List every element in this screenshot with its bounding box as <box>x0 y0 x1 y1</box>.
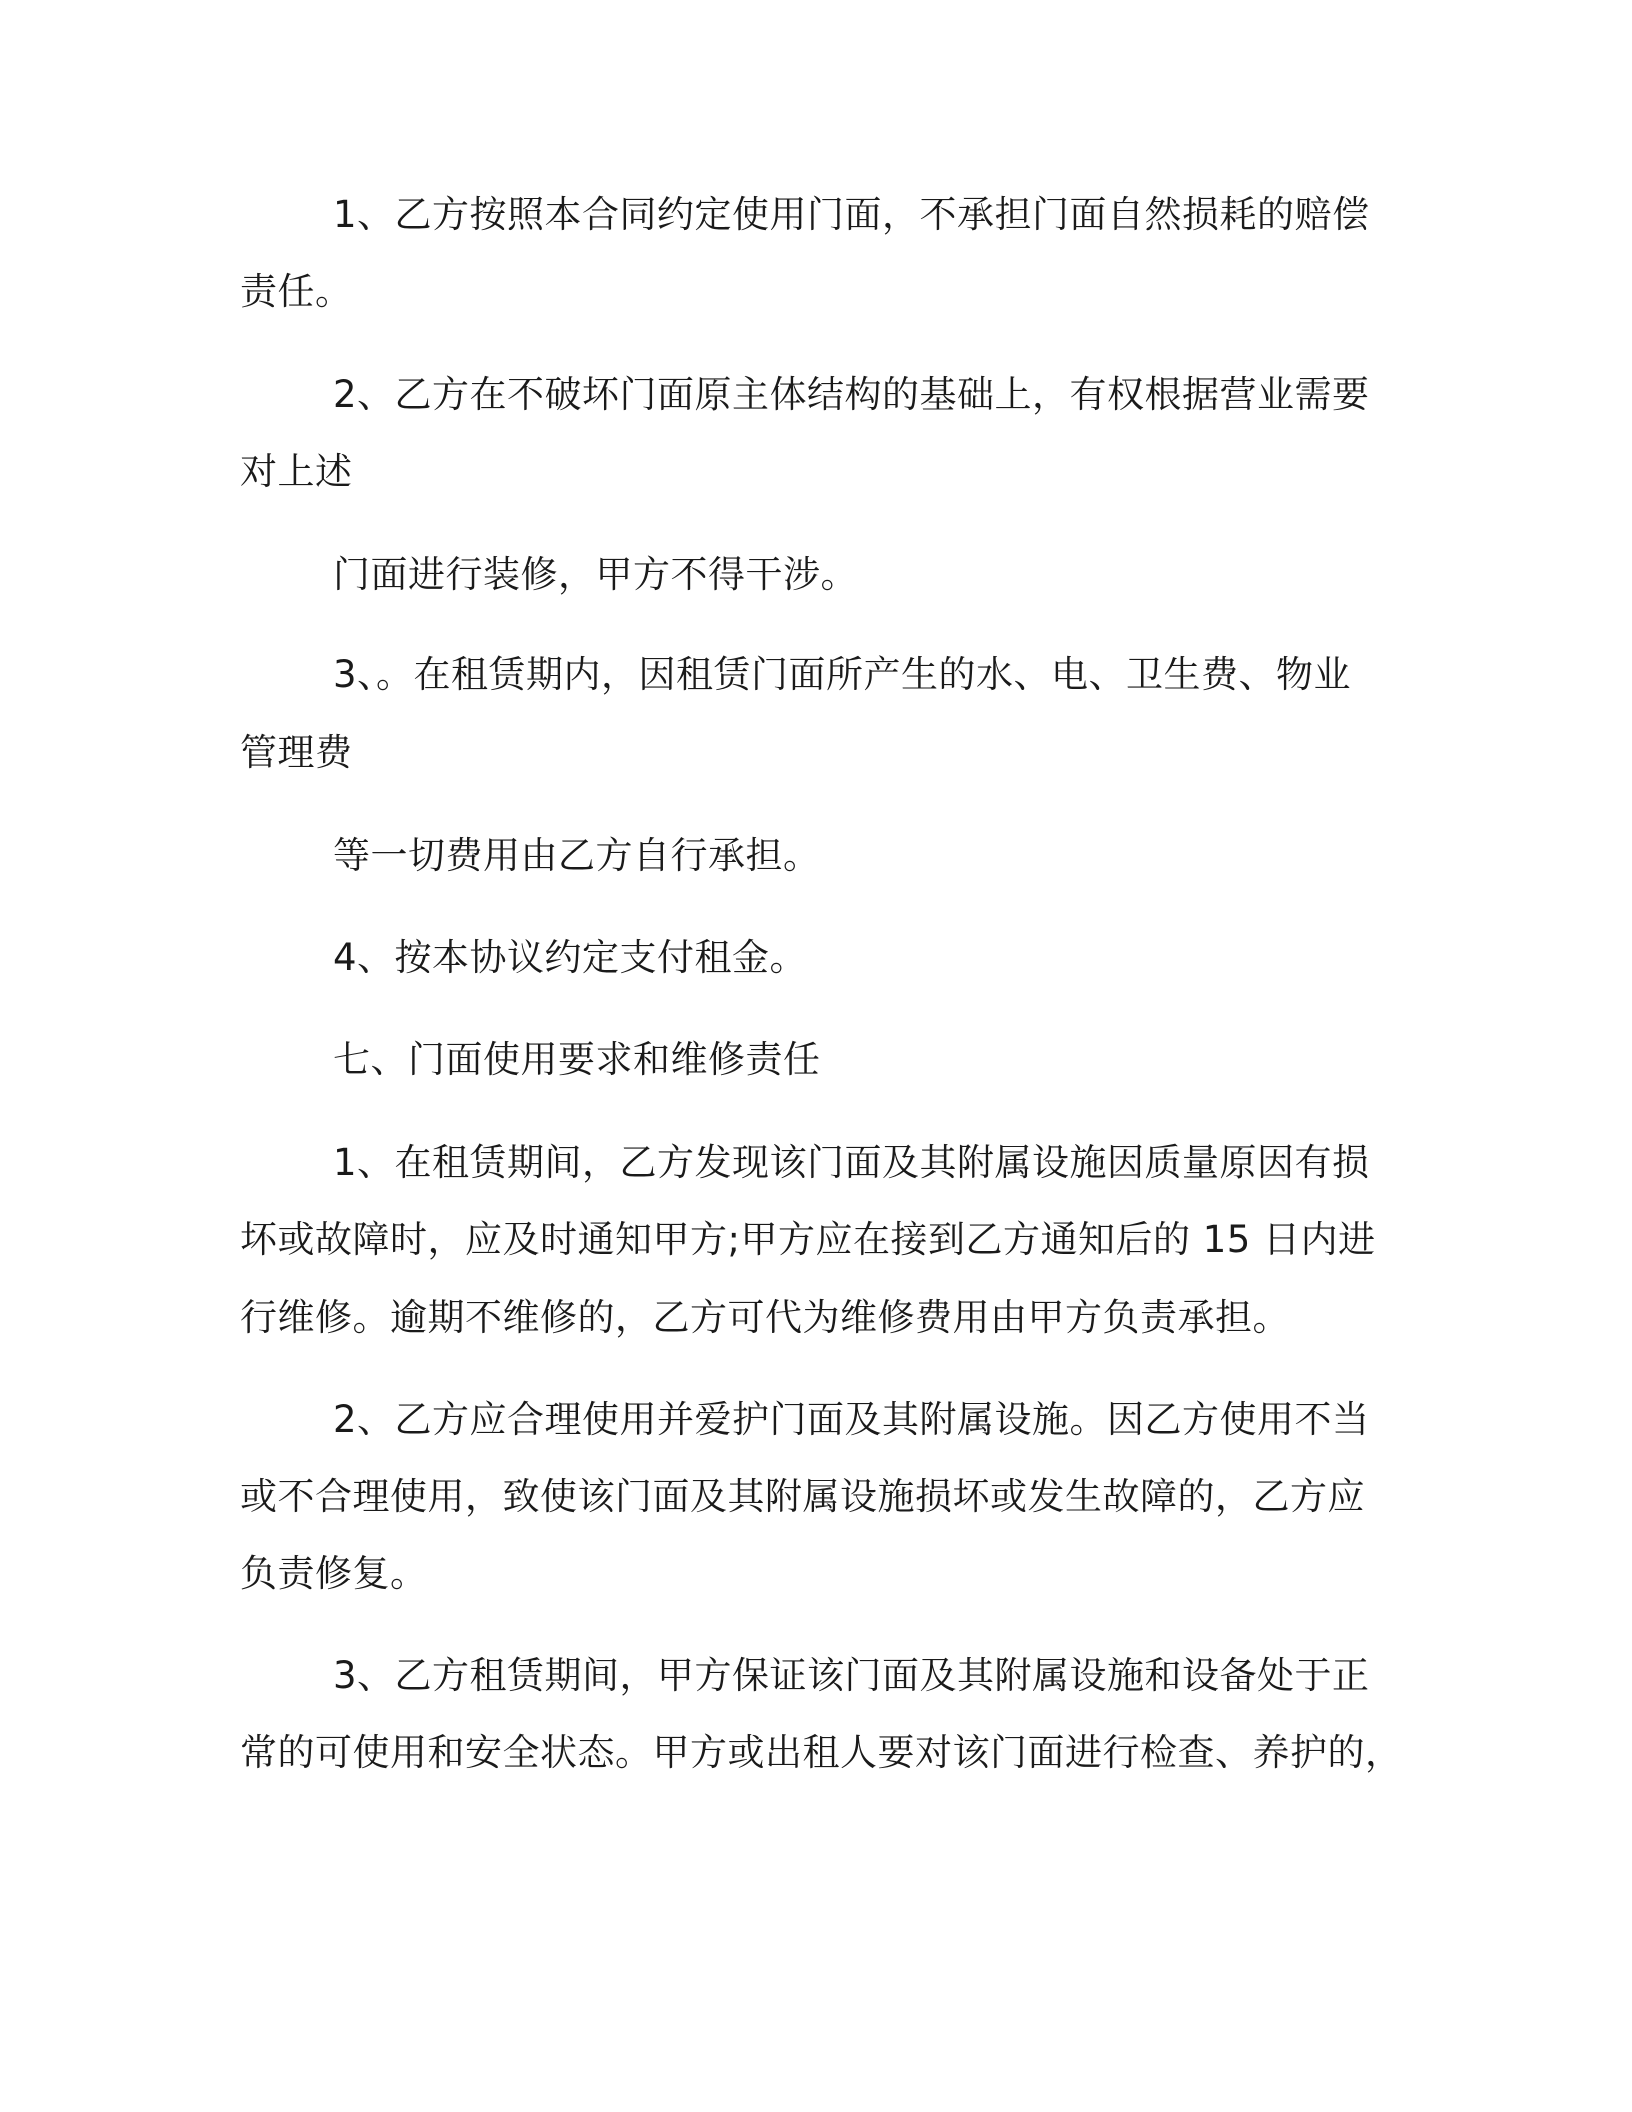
clause-6-1-line-2: 责任。 <box>240 270 353 313</box>
clause-7-2-line-3: 负责修复。 <box>240 1552 428 1595</box>
section-heading-7: 七、门面使用要求和维修责任 <box>333 1038 821 1081</box>
clause-6-3-line-1: 3、。在租赁期内，因租赁门面所产生的水、电、卫生费、物业 <box>333 653 1352 696</box>
clause-6-1-line-1: 1、乙方按照本合同约定使用门面，不承担门面自然损耗的赔偿 <box>333 193 1370 236</box>
clause-7-2-line-1: 2、乙方应合理使用并爱护门面及其附属设施。因乙方使用不当 <box>333 1398 1370 1441</box>
clause-7-1-line-2: 坏或故障时，应及时通知甲方;甲方应在接到乙方通知后的 15 日内进 <box>240 1218 1376 1261</box>
clause-6-2-line-2: 对上述 <box>240 450 353 493</box>
clause-7-3-line-2: 常的可使用和安全状态。甲方或出租人要对该门面进行检查、养护的， <box>240 1731 1403 1774</box>
clause-7-1-line-1: 1、在租赁期间，乙方发现该门面及其附属设施因质量原因有损 <box>333 1141 1370 1184</box>
clause-6-2-line-1: 2、乙方在不破坏门面原主体结构的基础上，有权根据营业需要 <box>333 373 1370 416</box>
clause-6-2-line-3: 门面进行装修，甲方不得干涉。 <box>333 553 858 596</box>
clause-7-3-line-1: 3、乙方租赁期间，甲方保证该门面及其附属设施和设备处于正 <box>333 1654 1370 1697</box>
clause-6-3-line-3: 等一切费用由乙方自行承担。 <box>333 834 821 877</box>
clause-7-1-line-3: 行维修。逾期不维修的，乙方可代为维修费用由甲方负责承担。 <box>240 1296 1290 1339</box>
clause-6-4: 4、按本协议约定支付租金。 <box>333 936 808 979</box>
clause-6-3-line-2: 管理费 <box>240 731 353 774</box>
clause-7-2-line-2: 或不合理使用，致使该门面及其附属设施损坏或发生故障的，乙方应 <box>240 1475 1365 1518</box>
